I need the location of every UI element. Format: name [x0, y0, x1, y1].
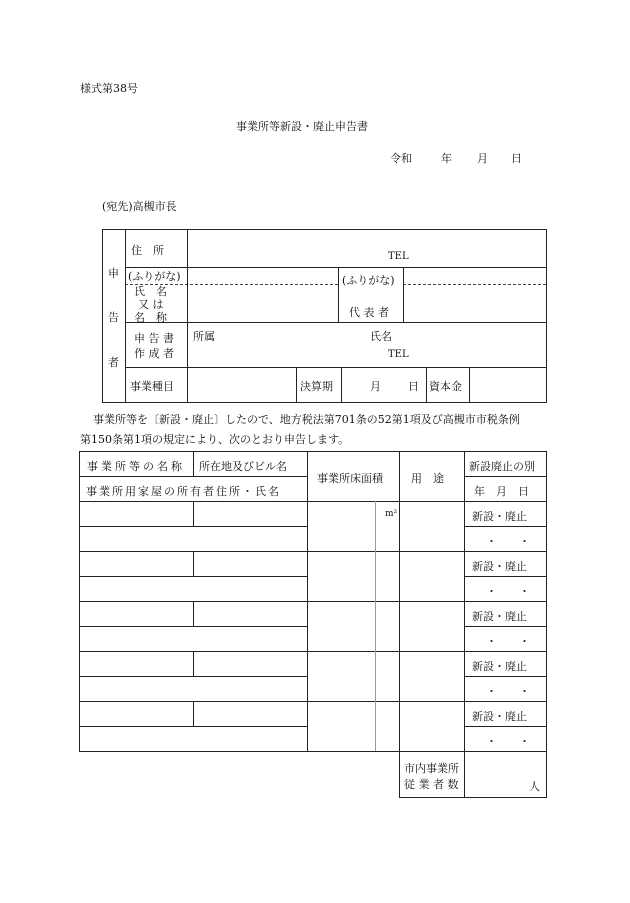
employees-unit: 人 — [529, 780, 540, 793]
date-dots-4: ・ ・ — [486, 685, 530, 698]
name-furigana: (ふりがな) — [128, 270, 181, 283]
status-3: 新設・廃止 — [472, 610, 527, 623]
status-5: 新設・廃止 — [472, 710, 527, 723]
fiscal-period-label: 決算期 — [300, 380, 333, 393]
employees-label-2: 従 業 者 数 — [404, 778, 459, 791]
col-use-header: 用 途 — [411, 472, 444, 485]
col-name-header: 事業所等の名称 — [87, 460, 185, 473]
side-label-1: 申 — [108, 267, 119, 280]
form-number: 様式第38号 — [80, 82, 138, 95]
date-dots-1: ・ ・ — [486, 535, 530, 548]
date-era: 令和 — [390, 152, 412, 165]
address-tel: TEL — [388, 251, 409, 262]
date-day: 日 — [511, 152, 522, 165]
affiliation-label: 所属 — [193, 330, 215, 343]
date-dots-3: ・ ・ — [486, 635, 530, 648]
date-dots-2: ・ ・ — [486, 585, 530, 598]
side-label-3: 者 — [108, 356, 119, 369]
person-name-label: 氏名 — [370, 330, 392, 343]
area-unit: m² — [385, 509, 398, 519]
fiscal-month-label: 月 — [370, 380, 381, 393]
date-year: 年 — [441, 152, 452, 165]
col-status-header: 新設廃止の別 — [469, 460, 535, 473]
side-label-2: 告 — [108, 311, 119, 324]
date-month: 月 — [477, 152, 488, 165]
business-type-label: 事業種目 — [130, 380, 174, 393]
form-title: 事業所等新設・廃止申告書 — [236, 120, 368, 133]
addressee: (宛先)高槻市長 — [102, 200, 177, 213]
col-location-header: 所在地及びビル名 — [199, 460, 287, 473]
employees-label-1: 市内事業所 — [404, 762, 459, 775]
statement-line-1: 事業所等を〔新設・廃止〕したので、地方税法第701条の52第1項及び高槻市市税条例 — [93, 413, 520, 426]
rep-furigana: (ふりがな) — [342, 274, 395, 287]
col-owner-header: 事業所用家屋の所有者住所・氏名 — [86, 485, 281, 498]
status-4: 新設・廃止 — [472, 660, 527, 673]
statement-line-2: 第150条第1項の規定により、次のとおり申告します。 — [80, 433, 350, 446]
date-dots-5: ・ ・ — [486, 735, 530, 748]
status-1: 新設・廃止 — [472, 510, 527, 523]
preparer-tel: TEL — [388, 349, 409, 360]
capital-label: 資本金 — [429, 380, 462, 393]
preparer-label-2: 作 成 者 — [134, 347, 174, 360]
address-label: 住 所 — [131, 244, 164, 257]
col-area-header: 事業所床面積 — [317, 472, 383, 485]
col-ymd-header: 年 月 日 — [474, 485, 529, 498]
name-label-1: 氏 名 — [134, 285, 167, 298]
name-label-3: 名 称 — [134, 311, 167, 324]
fiscal-day-label: 日 — [408, 380, 419, 393]
status-2: 新設・廃止 — [472, 560, 527, 573]
rep-label: 代 表 者 — [349, 306, 389, 319]
preparer-label-1: 申 告 書 — [134, 332, 174, 345]
name-label-2: 又 は — [138, 298, 164, 311]
